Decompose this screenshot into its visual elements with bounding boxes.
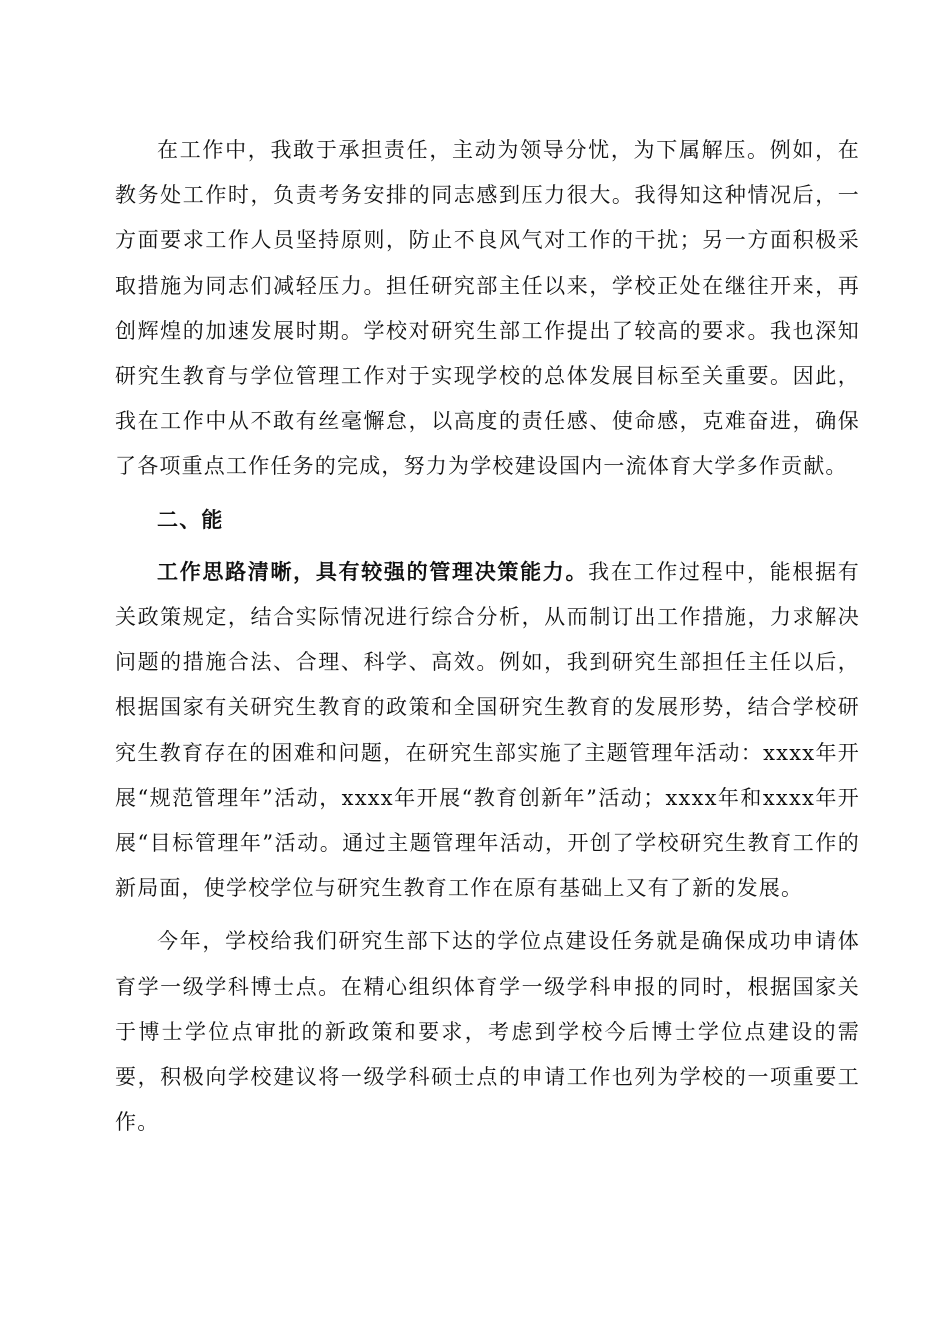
section-heading-ability: 二、能	[157, 506, 224, 532]
paragraph-lead-text: 工作思路清晰，具有较强的管理决策能力。	[157, 558, 589, 584]
paragraph-doctoral-program: 今年，学校给我们研究生部下达的学位点建设任务就是确保成功申请体育学一级学科博士点。在精心组织体育学一级学科申报的同时，根据国家关于博士学位点审批的新政策和要求，考虑到学校今后博士学位点建设的需要，积极向学校建议将一级学科硕士点的申请工作也列为学校的一项重要工作。	[115, 929, 860, 1135]
paragraph-management-ability	[115, 549, 860, 912]
document-body	[115, 128, 860, 1145]
paragraph-body-text: 我在工作过程中，能根据有关政策规定，结合实际情况进行综合分析，从而制订出工作措施，力求解决问题的措施合法、合理、科学、高效。例如，我到研究生部担任主任以后，根据国家有关研究生教育的政策和全国研究生教育的发展形势，结合学校研究生教育存在的困难和问题，在研究生部实施了主题管理年活动：xxxx年开展“规范管理年”活动，xxxx年开展“教育创新年”活动；xxxx年和xxxx年开展“目标管理年”活动。通过主题管理年活动，开创了学校研究生教育工作的新局面，使学校学位与研究生教育工作在原有基础上又有了新的发展。	[115, 559, 860, 901]
paragraph-responsibility: 在工作中，我敢于承担责任，主动为领导分忧，为下属解压。例如，在教务处工作时，负责考务安排的同志感到压力很大。我得知这种情况后，一方面要求工作人员坚持原则，防止不良风气对工作的干扰；另一方面积极采取措施为同志们减轻压力。担任研究部主任以来，学校正处在继往开来，再创辉煌的加速发展时期。学校对研究生部工作提出了较高的要求。我也深知研究生教育与学位管理工作对于实现学校的总体发展目标至关重要。因此，我在工作中从不敢有丝毫懈怠，以高度的责任感、使命感，克难奋进，确保了各项重点工作任务的完成，努力为学校建设国内一流体育大学多作贡献。	[115, 138, 860, 479]
